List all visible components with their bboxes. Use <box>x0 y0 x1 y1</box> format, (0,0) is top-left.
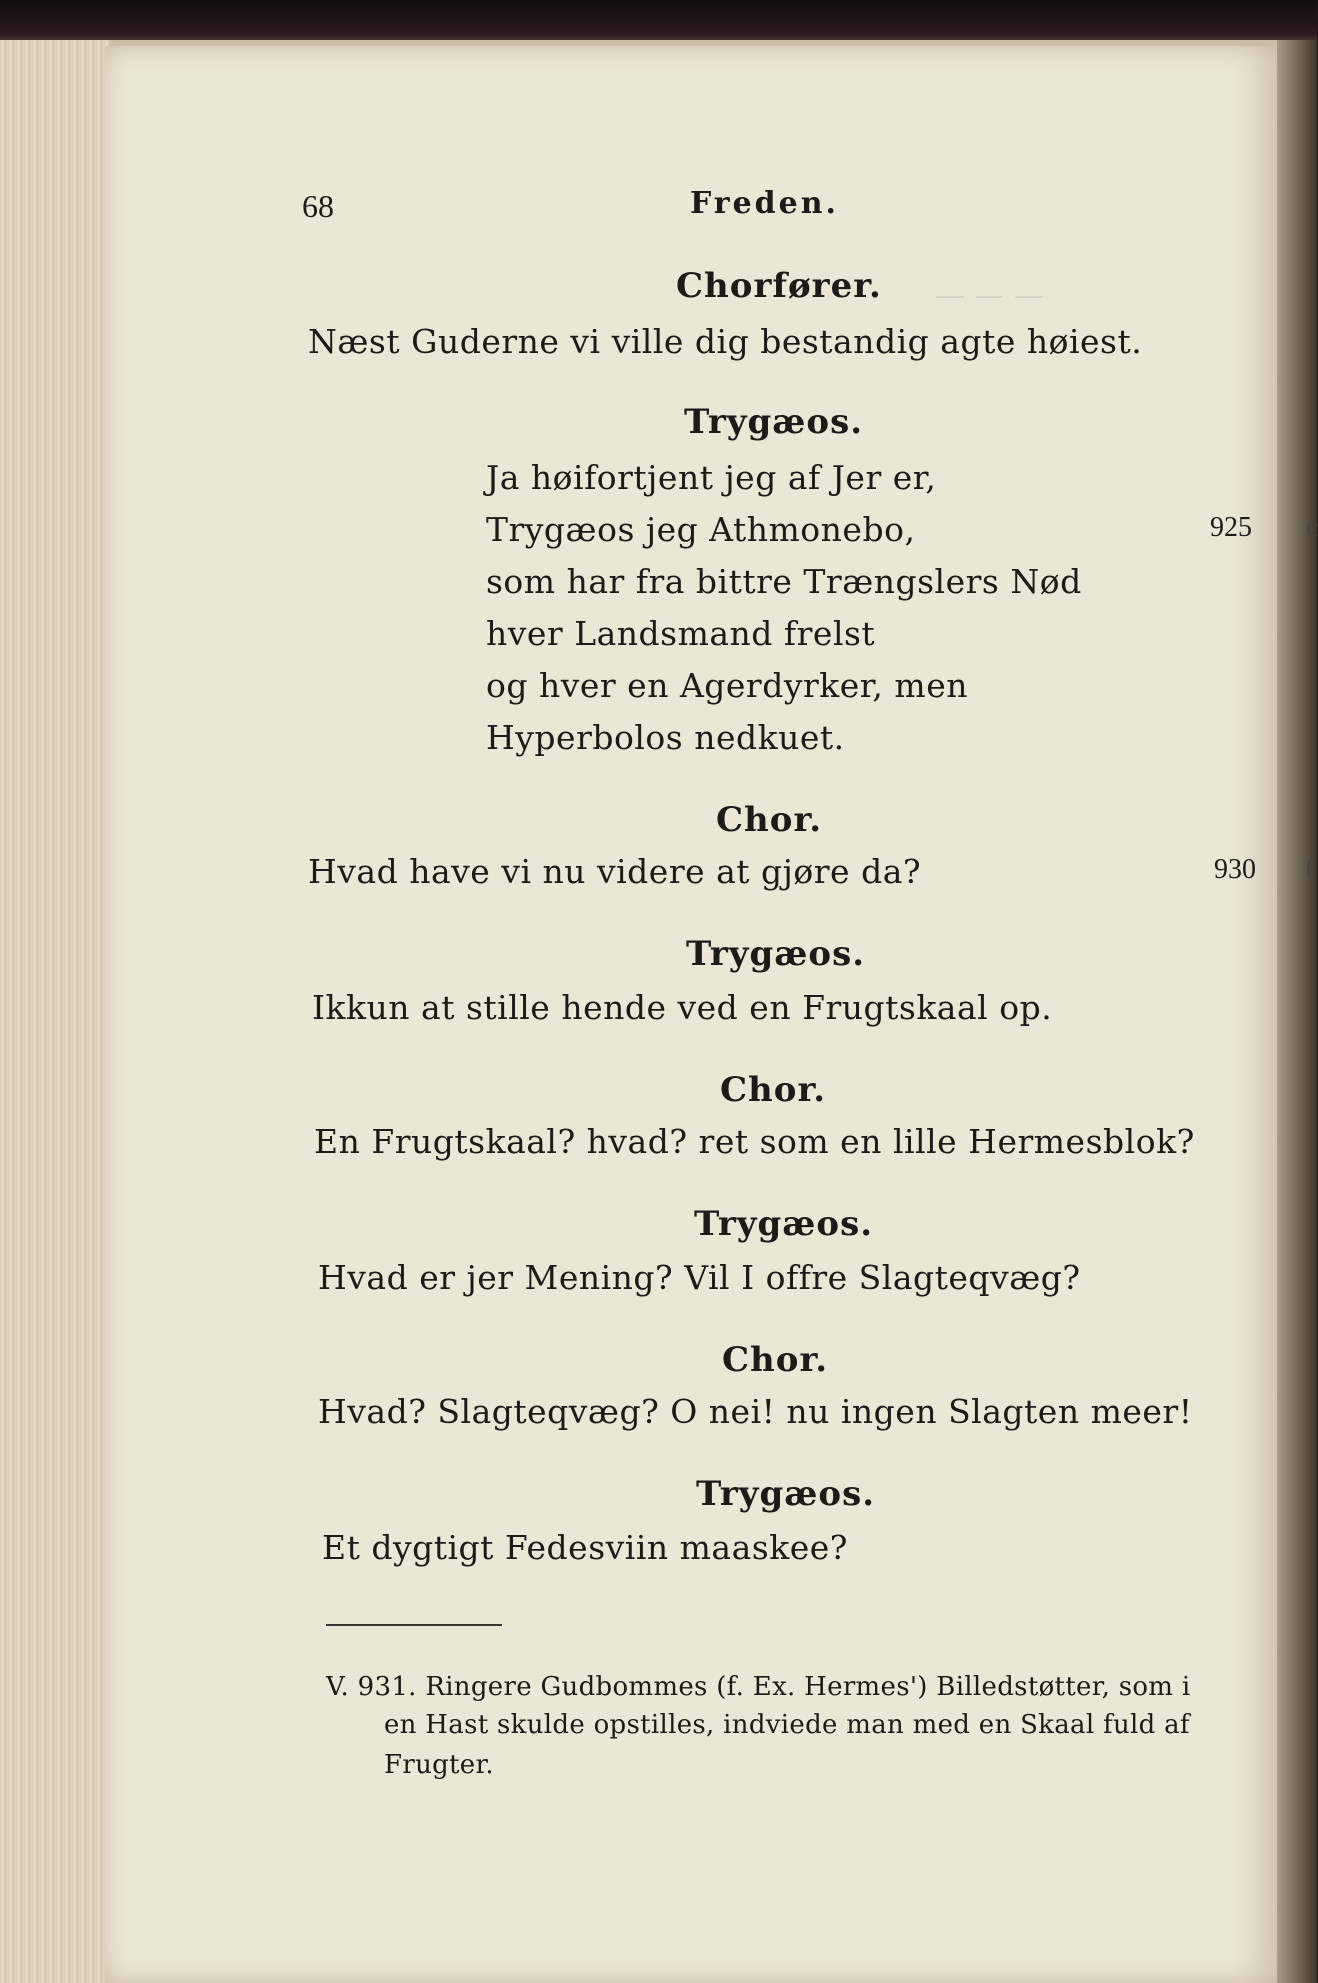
footnote-line: Frugter. <box>384 1750 494 1780</box>
running-title: Freden. <box>690 186 839 221</box>
speaker-heading: Trygæos. <box>696 1474 876 1514</box>
verse-line: Hvad? Slagteqvæg? O nei! nu ingen Slagten meer! <box>318 1392 1193 1431</box>
speaker-heading: Trygæos. <box>686 934 866 974</box>
line-number: 930 <box>1214 854 1256 885</box>
verse-line: Et dygtigt Fedesviin maaskee? <box>322 1528 848 1567</box>
verse-line: Trygæos jeg Athmonebo, <box>486 510 916 549</box>
facing-page-fragment: c <box>1306 512 1318 543</box>
verse-line: og hver en Agerdyrker, men <box>486 666 968 705</box>
page-edges <box>0 40 110 1983</box>
verse-line: Næst Guderne vi ville dig bestandig agte høiest. <box>308 322 1143 361</box>
verse-line: Ikkun at stille hende ved en Frugtskaal op. <box>312 988 1053 1027</box>
speaker-heading: Trygæos. <box>684 402 864 442</box>
footnote-rule <box>326 1624 502 1626</box>
footnote-line: en Hast skulde opstilles, indviede man med en Skaal fuld af <box>384 1710 1190 1740</box>
line-number: 925 <box>1210 512 1252 543</box>
verse-line: Hyperbolos nedkuet. <box>486 718 845 757</box>
verse-line: Hvad er jer Mening? Vil I offre Slagteqvæg? <box>318 1258 1081 1297</box>
speaker-heading: Chorfører. <box>676 266 882 306</box>
verse-line: som har fra bittre Trængslers Nød <box>486 562 1082 601</box>
facing-page-fragment: ( <box>1306 852 1316 883</box>
verse-line: hver Landsmand frelst <box>486 614 876 653</box>
verse-line: En Frugtskaal? hvad? ret som en lille Hermesblok? <box>314 1122 1195 1161</box>
speaker-heading: Chor. <box>716 800 823 840</box>
verse-line: Hvad have vi nu videre at gjøre da? <box>308 852 922 891</box>
speaker-heading: Chor. <box>720 1070 827 1110</box>
page-number: 68 <box>302 188 334 224</box>
speaker-heading: Chor. <box>722 1340 829 1380</box>
verse-line: Ja høifortjent jeg af Jer er, <box>486 458 937 497</box>
speaker-heading: Trygæos. <box>694 1204 874 1244</box>
bleed-through: — — — <box>935 278 1045 313</box>
footnote-line: V. 931. Ringere Gudbommes (f. Ex. Hermes') Billedstøtter, som i <box>326 1672 1191 1702</box>
book-gutter <box>1277 40 1317 1983</box>
